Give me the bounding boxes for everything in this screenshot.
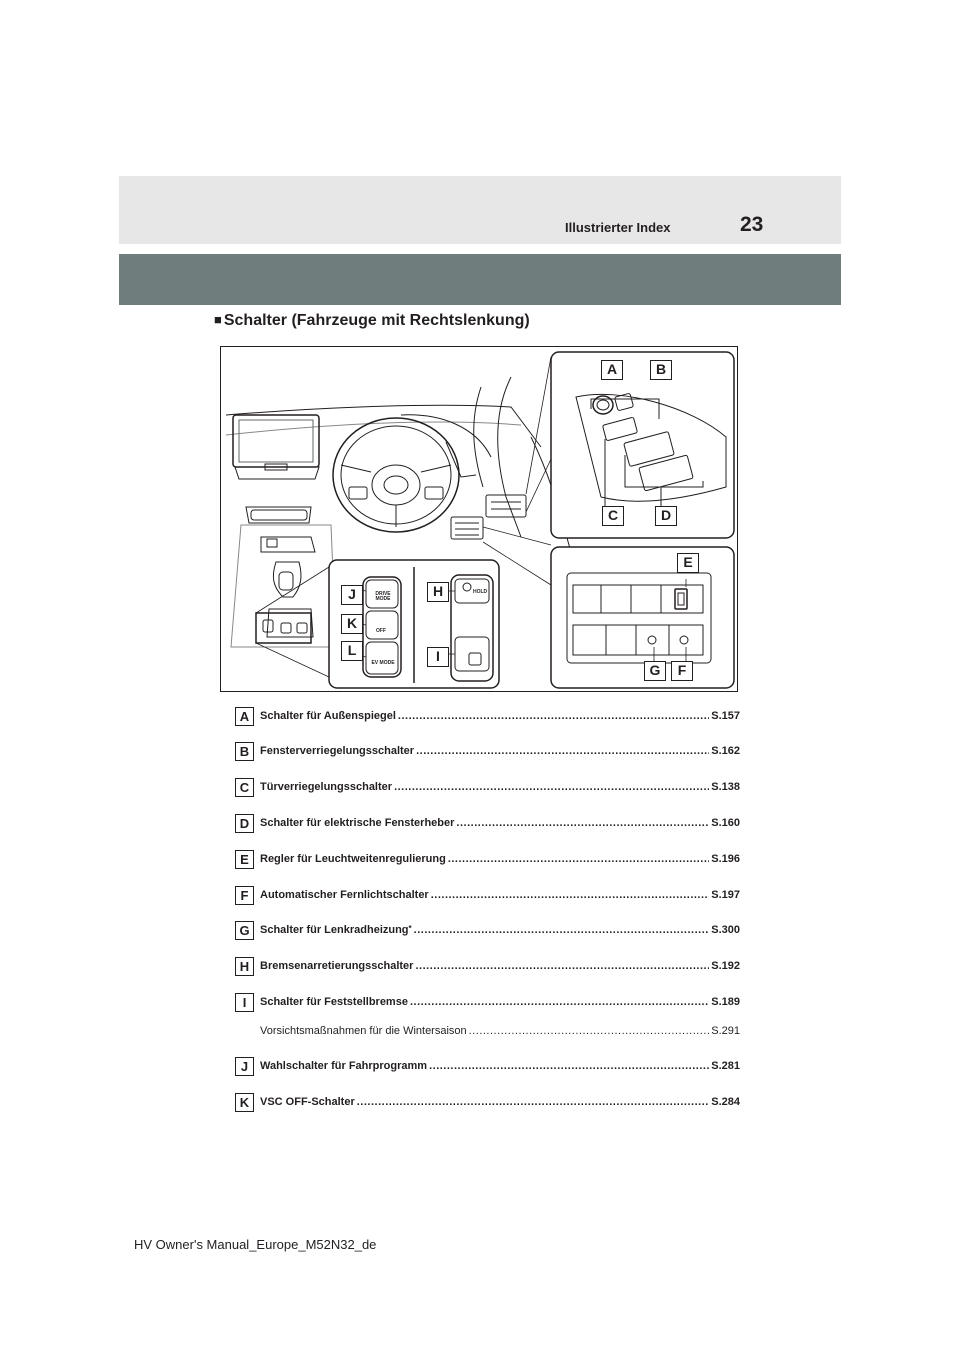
index-letter: E [235,850,254,869]
index-line [260,710,740,722]
switch-illustration [220,346,738,692]
index-page-ref[interactable]: S.160 [711,817,740,829]
callout-b: B [650,360,672,380]
index-entry[interactable] [235,957,740,977]
index-letter: I [235,993,254,1012]
index-text: Schalter für elektrische Fensterheber [260,817,455,829]
section-marker: ■ [214,312,222,327]
index-line [260,1060,740,1072]
index-entry[interactable] [235,993,740,1013]
callout-j: J [341,585,363,605]
index-text: Bremsenarretierungsschalter [260,960,414,972]
index-text: Schalter für Feststellbremse [260,996,408,1008]
index-letter: H [235,957,254,976]
index-line [260,853,740,865]
callout-h: H [427,582,449,602]
callout-d: D [655,506,677,526]
index-page-ref[interactable]: S.197 [711,889,740,901]
page-number: 23 [740,213,764,236]
index-text: Regler für Leuchtweitenregulierung [260,853,446,865]
index-page-ref[interactable]: S.281 [711,1060,740,1072]
callout-g: G [644,661,666,681]
index-text: VSC OFF-Schalter [260,1096,355,1108]
vsc-off-label: OFF [376,628,386,634]
index-footnote-mark: * [408,924,412,933]
footer-text: HV Owner's Manual_Europe_M52N32_de [134,1237,377,1252]
callout-k: K [341,614,363,634]
index-letter: C [235,778,254,797]
index-letter: J [235,1057,254,1076]
index-leader-dots [416,745,709,757]
index-entry[interactable] [235,814,740,834]
index-letter: A [235,707,254,726]
index-letter: G [235,921,254,940]
index-entry[interactable] [235,1093,740,1113]
index-text: Fensterverriegelungsschalter [260,745,415,757]
index-page-ref[interactable]: S.291 [711,1025,740,1037]
index-text: Vorsichtsmaßnahmen für die Wintersaison [260,1025,467,1037]
index-line [260,745,740,757]
index-letter: D [235,814,254,833]
index-page-ref[interactable]: S.157 [711,710,740,722]
index-line [260,996,740,1008]
index-leader-dots [357,1096,710,1108]
index-line [260,1096,740,1108]
section-title-text: Schalter (Fahrzeuge mit Rechtslenkung) [223,312,530,329]
drive-mode-label: DRIVE MODE [375,591,391,602]
index-letter: B [235,742,254,761]
index-leader-dots [448,853,709,865]
section-name: Illustrierter Index [565,220,671,235]
callout-f: F [671,661,693,681]
callout-i: I [427,647,449,667]
index-line [260,924,740,936]
index-page-ref[interactable]: S.162 [711,745,740,757]
index-text: Türverriegelungsschalter [260,781,393,793]
index-entry[interactable] [235,850,740,870]
index-text: Schalter für Außenspiegel [260,710,396,722]
index-line [260,817,740,829]
index-entry[interactable] [235,778,740,798]
callout-e: E [677,553,699,573]
section-title [214,312,530,330]
index-leader-dots [398,710,709,722]
index-line [260,889,740,901]
header-dark-band [119,254,841,305]
index-entry[interactable] [235,886,740,906]
index-entry[interactable] [235,1057,740,1077]
index-leader-dots [415,960,709,972]
index-leader-dots [469,1025,710,1037]
index-leader-dots [394,781,709,793]
index-entry[interactable] [235,707,740,727]
index-leader-dots [414,924,710,936]
index-page-ref[interactable]: S.189 [711,996,740,1008]
callout-c: C [602,506,624,526]
index-leader-dots [429,1060,709,1072]
index-line [260,960,740,972]
index-page-ref[interactable]: S.138 [711,781,740,793]
index-text: Schalter für Lenkradheizung [260,924,409,936]
index-page-ref[interactable]: S.196 [711,853,740,865]
index-letter: F [235,886,254,905]
header-band [119,176,841,244]
index-letter: K [235,1093,254,1112]
index-page-ref[interactable]: S.300 [711,924,740,936]
index-text: Wahlschalter für Fahrprogramm [260,1060,428,1072]
index-entry[interactable] [235,921,740,941]
index-line [260,781,740,793]
index-page-ref[interactable]: S.192 [711,960,740,972]
index-page-ref[interactable]: S.284 [711,1096,740,1108]
index-entry[interactable] [235,742,740,762]
index-line [260,1025,740,1037]
callout-a: A [601,360,623,380]
index-leader-dots [431,889,710,901]
ev-mode-label: EV MODE [371,660,395,666]
index-entry[interactable] [235,1022,740,1042]
index-text: Automatischer Fernlichtschalter [260,889,429,901]
index-leader-dots [456,817,709,829]
callout-l: L [341,641,363,661]
index-leader-dots [410,996,709,1008]
hold-label: HOLD [473,589,488,595]
